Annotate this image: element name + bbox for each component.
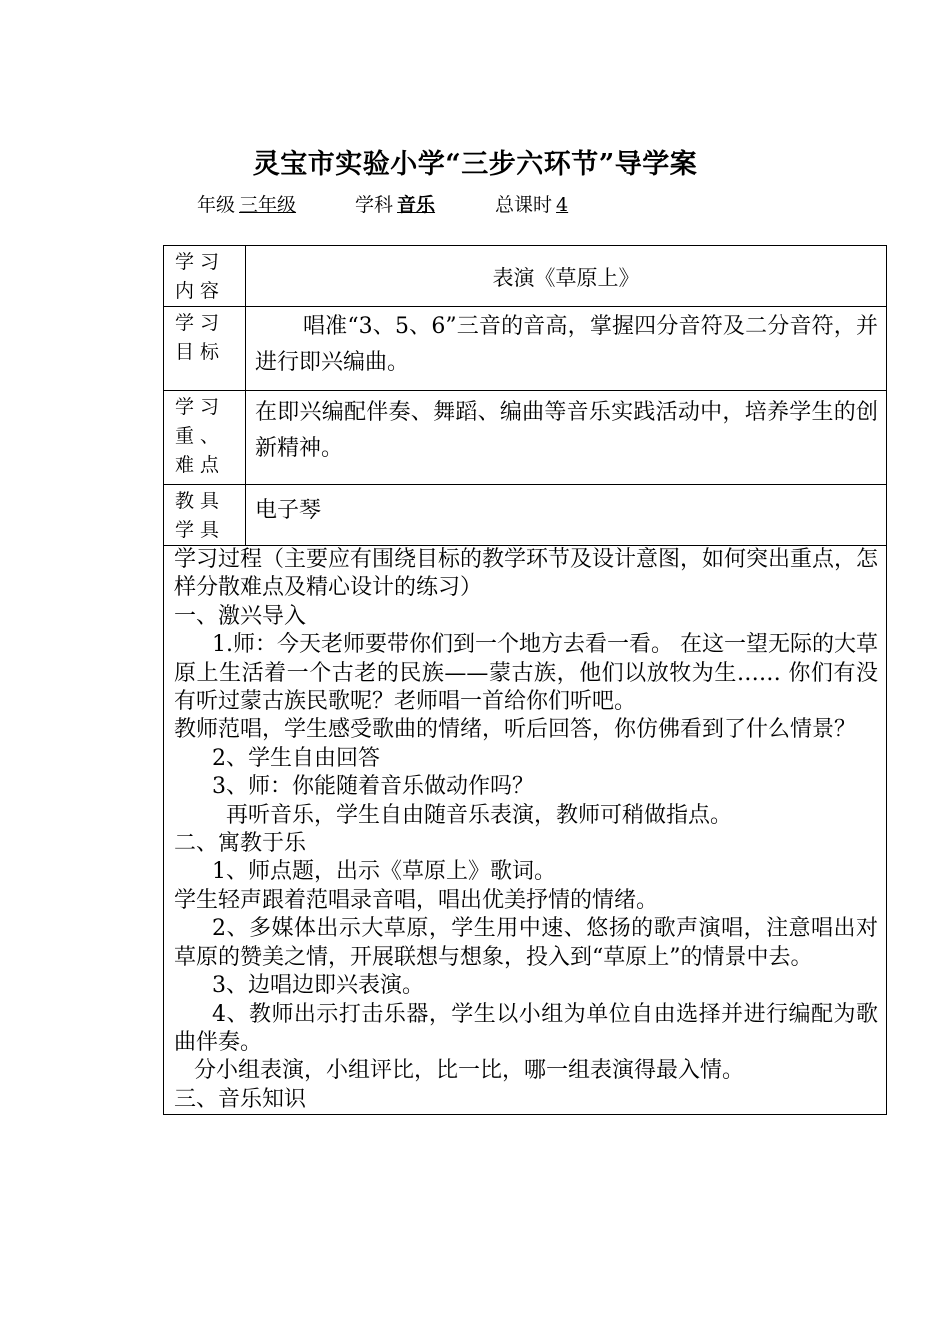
- process-paragraph: 分小组表演，小组评比，比一比，哪一组表演得最入情。: [194, 1058, 745, 1084]
- process-paragraph: 教师范唱，学生感受歌曲的情绪，听后回答，你仿佛看到了什么情景？: [174, 717, 857, 743]
- process-paragraph: 1、师点题，出示《草原上》歌词。: [212, 859, 556, 885]
- section-heading: 二、寓教于乐: [174, 831, 307, 857]
- key-label: 学习重、难点: [164, 391, 246, 485]
- goal-label: 学习目标: [164, 307, 246, 391]
- tools-value: 电子琴: [246, 485, 887, 546]
- tools-label: 教具学具: [164, 485, 246, 546]
- process-paragraph: 3、边唱边即兴表演。: [212, 973, 424, 999]
- table-row: [164, 485, 887, 546]
- hours-label: 总课时: [495, 194, 553, 216]
- table-row: [164, 246, 887, 307]
- meta-line: [197, 190, 588, 217]
- subject-value: 音乐: [397, 194, 436, 216]
- content-label: 学习内容: [164, 246, 246, 307]
- process-paragraph: 2、多媒体出示大草原，学生用中速、悠扬的歌声演唱，注意唱出对草原的赞美之情，开展联想与想象，投入到“草原上”的情景中去。: [174, 916, 878, 970]
- goal-value: 唱准“3、5、6”三音的音高，掌握四分音符及二分音符，并进行即兴编曲。: [246, 307, 887, 391]
- process-paragraph: 3、师：你能随着音乐做动作吗？: [212, 774, 534, 800]
- process-paragraph: 2、学生自由回答: [212, 745, 380, 771]
- subject-label: 学科: [355, 194, 394, 216]
- process-paragraph: 1.师：今天老师要带你们到一个地方去看一看。 在这一望无际的大草原上生活着一个古老的民族——蒙古族，他们以放牧为生…… 你们有没有听过蒙古族民歌呢？老师唱一首给你们听吧。: [174, 632, 878, 715]
- grade-value: 三年级: [239, 194, 297, 216]
- table-row: [164, 546, 887, 1115]
- table-row: [164, 307, 887, 391]
- table-row: [164, 391, 887, 485]
- content-value: 表演《草原上》: [246, 246, 887, 307]
- grade-label: 年级: [197, 194, 236, 216]
- process-heading: 学习过程（主要应有围绕目标的教学环节及设计意图，如何突出重点，怎样分散难点及精心设计的练习）: [174, 547, 879, 601]
- process-paragraph: 4、教师出示打击乐器，学生以小组为单位自由选择并进行编配为歌曲伴奏。: [174, 1001, 878, 1055]
- section-heading: 一、激兴导入: [174, 603, 307, 629]
- process-paragraph: 再听音乐，学生自由随音乐表演，教师可稍做指点。: [226, 802, 733, 828]
- lesson-plan-table: [163, 245, 887, 1115]
- section-heading: 三、音乐知识: [174, 1086, 307, 1112]
- process-paragraph: 学生轻声跟着范唱录音唱，唱出优美抒情的情绪。: [174, 887, 659, 913]
- key-value: 在即兴编配伴奏、舞蹈、编曲等音乐实践活动中，培养学生的创新精神。: [246, 391, 887, 485]
- hours-value: 4: [556, 194, 569, 216]
- document-title: 灵宝市实验小学“三步六环节”导学案: [252, 149, 698, 180]
- process-cell: [164, 546, 887, 1115]
